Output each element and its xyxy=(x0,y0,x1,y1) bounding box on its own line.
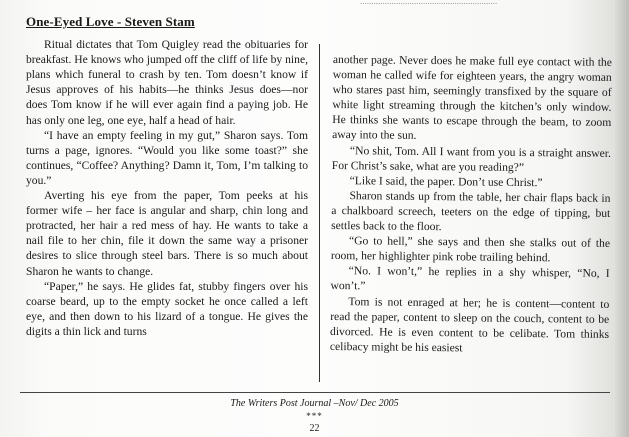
paragraph: Averting his eye from the paper, Tom peeks at his former wife – her face is angular and sharp, chin long and protracted, her hair a red mess of hay. He wants to take a nail file to her chin, file it down the same way a prisoner desires to slice through steel bars. There is so much about Sharon he wants to change. xyxy=(26,189,308,278)
left-column xyxy=(26,14,308,339)
column-divider xyxy=(319,44,320,382)
paragraph: “No shit, Tom. All I want from you is a straight answer. For Christ’s sake, what are you reading?” xyxy=(331,143,612,174)
paragraph: “Like I said, the paper. Don’t use Christ.” xyxy=(349,173,543,189)
paragraph: “No. I won’t,” he replies in a shy whisper, “No, I won’t.” xyxy=(330,264,610,293)
paragraph: Sharon stands up from the table, her chair flaps back in a chalkboard screech, teeters on the edge of tipping, but settles back to the floor. xyxy=(331,189,611,234)
previous-page-bleed: ............................................................. xyxy=(360,0,498,6)
footer-ornament: *** xyxy=(306,411,323,421)
paragraph: “Paper,” he says. He glides fat, stubby fingers over his coarse beard, up to the empty socket he once called a left eye, and then down to his lizard of a tongue. He gives the digits a thin lick and turns xyxy=(26,279,308,338)
paragraph: “Go to hell,” she says and then she stalks out of the room, her highlighter pink robe trailing behind. xyxy=(330,234,611,265)
page-number: 22 xyxy=(309,423,320,434)
journal-footer: The Writers Post Journal –Nov/ Dec 2005 xyxy=(230,398,399,409)
paragraph: “I have an empty feeling in my gut,” Sharon says. Tom turns a page, ignores. “Would you like some toast?” she continues, “Coffee? Anything? Damn it, Tom, I’m talking to you.” xyxy=(26,128,308,187)
right-column xyxy=(330,52,612,357)
story-title: One-Eyed Love - Steven Stam xyxy=(26,14,195,29)
paragraph: another page. Never does he make full eye contact with the woman he called wife for eighteen years, the angry woman who stares past him, seemingly transfixed by the square of white light streaming through the kitchen’s only window. He thinks she wants to escape through the beam, to zoom away into the sun. xyxy=(332,52,612,143)
page-gutter-shadow xyxy=(615,0,629,437)
paragraph: Ritual dictates that Tom Quigley read the obituaries for breakfast. He knows who jumped off the cliff of life by nine, plans which funeral to crash by ten. Tom doesn’t know if Jesus approves of his habits—he thinks Jesus does—nor does Tom know if he will ever again find a paying job. He has only one leg, one eye, half a head of hair. xyxy=(26,38,308,127)
footer-rule xyxy=(20,392,610,393)
paragraph: Tom is not enraged at her; he is content—content to read the paper, content to sleep on the couch, content to be divorced. He is even content to be celibate. Tom thinks celibacy might be his easiest xyxy=(329,294,610,355)
